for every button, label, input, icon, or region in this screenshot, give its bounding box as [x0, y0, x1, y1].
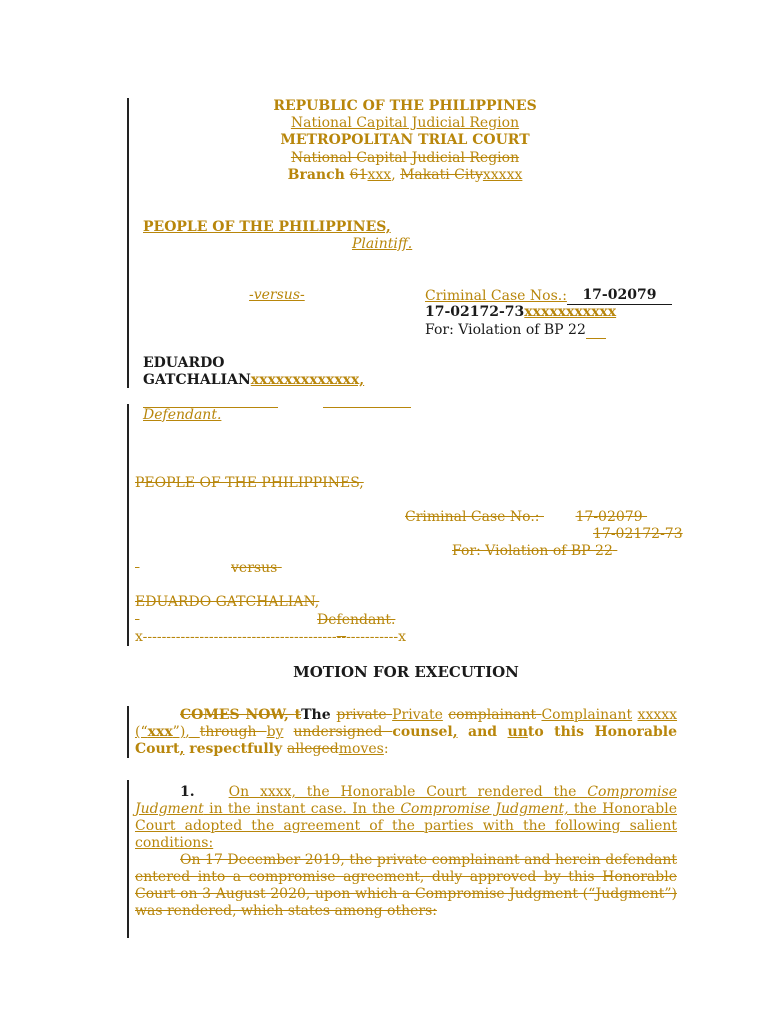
change-bar	[127, 780, 129, 938]
caption-people: PEOPLE OF THE PHILIPPINES,	[143, 219, 391, 235]
header-branch: Branch 61xxx, Makati Cityxxxxx	[287, 167, 523, 183]
caption-accused-last: GATCHALIANxxxxxxxxxxxxx,	[143, 372, 365, 388]
caption-plaintiff: Plaintiff.	[352, 236, 413, 252]
caption-accused-first: EDUARDO	[143, 355, 225, 371]
caption-defendant: Defendant.	[143, 407, 222, 423]
deleted-case-no-2: 17-02172-73	[593, 526, 683, 542]
deleted-case-label: Criminal Case No.: 17-02079	[405, 509, 643, 525]
caption-case-no-2: 17-02172-73xxxxxxxxxxx	[425, 304, 617, 320]
caption-case-label: Criminal Case Nos.: 17-02079	[425, 287, 672, 305]
change-bar	[127, 372, 129, 388]
change-bar	[127, 98, 129, 388]
caption-separator: x------------------------------------------------------x	[135, 629, 407, 645]
paragraph-number: 1.	[180, 784, 195, 800]
deleted-people: PEOPLE OF THE PHILIPPINES,	[135, 475, 364, 491]
change-bar	[127, 404, 129, 646]
caption-blank-lines	[143, 390, 411, 408]
deleted-violation: For: Violation of BP 22	[452, 543, 613, 559]
header-republic: REPUBLIC OF THE PHILIPPINES	[273, 98, 537, 114]
motion-title: MOTION FOR EXECUTION	[293, 663, 519, 681]
header-court: METROPOLITAN TRIAL COURT	[280, 132, 530, 148]
change-bar	[127, 706, 129, 758]
intro-paragraph: COMES NOW, tThe private Private complainant Complainant xxxxx (“xxx”), through by undersigned counsel, and unto this Honorable Court, respectfully allegedmoves:	[135, 707, 678, 757]
deleted-defendant: Defendant.	[317, 612, 396, 628]
caption-versus: -versus-	[249, 287, 305, 303]
header-ncjr-deleted: National Capital Judicial Region	[290, 150, 520, 166]
deleted-versus: versus	[231, 560, 278, 576]
header-ncjr-inserted: National Capital Judicial Region	[290, 115, 520, 131]
caption-violation: For: Violation of BP 22	[425, 321, 606, 339]
paragraph-1: 1. On xxxx, the Honorable Court rendered the Compromise Judgment in the instant case. In the Compromise Judgment, the Honorable Court adopted the agreement of the parties with the following salient conditions:	[135, 784, 677, 851]
deleted-accused: EDUARDO GATCHALIAN,	[135, 594, 320, 610]
paragraph-1-deleted: On 17 December 2019, the private complainant and herein defendant entered into a compromise agreement, duly approved by this Honorable Court on 3 August 2020, upon which a Compromise Judgment (“Judgment”) was rendered, which states among others:	[135, 852, 677, 919]
